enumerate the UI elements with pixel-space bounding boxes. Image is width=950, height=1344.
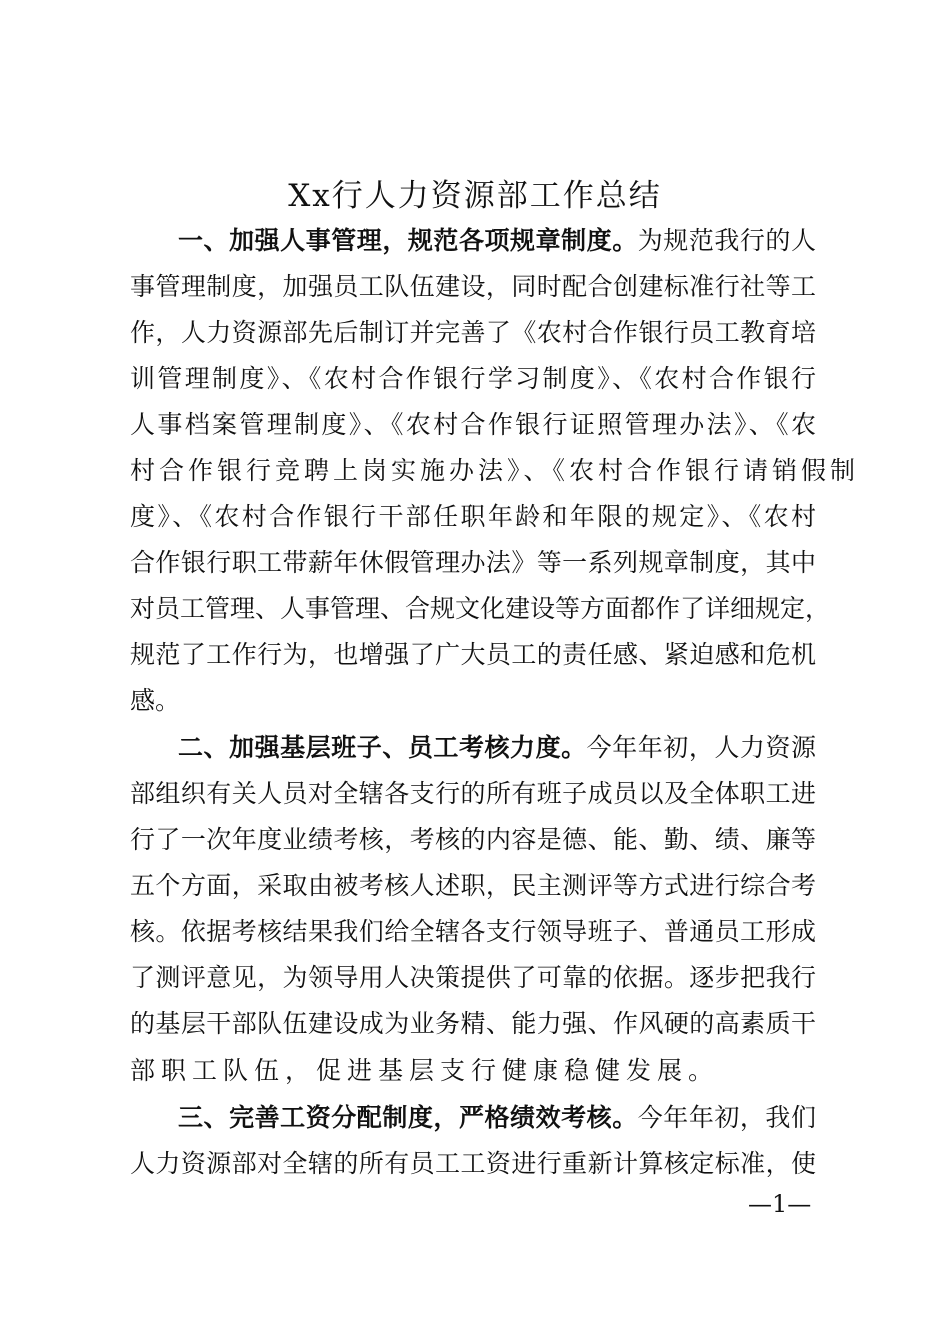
paragraph-line: 对员工管理、人事管理、合规文化建设等方面都作了详细规定，	[130, 594, 831, 623]
paragraph-line: 合作银行职工带薪年休假管理办法》等一系列规章制度，其中	[130, 548, 816, 577]
paragraph-line: 度》、《农村合作银行干部任职年龄和年限的规定》、《农村	[130, 502, 816, 531]
section-heading: 一、加强人事管理，规范各项规章制度。	[178, 226, 638, 255]
paragraph-line: 村合作银行竞聘上岗实施办法》、《农村合作银行请销假制	[130, 456, 860, 485]
paragraph-line: 事管理制度，加强员工队伍建设，同时配合创建标准行社等工	[130, 272, 816, 301]
paragraph-line: 部职工队伍，促进基层支行健康稳健发展。	[130, 1056, 720, 1085]
paragraph-2-line-1	[130, 731, 816, 765]
section-heading: 二、加强基层班子、员工考核力度。	[178, 733, 587, 762]
paragraph-line: 行了一次年度业绩考核，考核的内容是德、能、勤、绩、廉等	[130, 825, 816, 854]
paragraph-text: 今年年初，人力资源	[586, 733, 816, 762]
paragraph-line: 人事档案管理制度》、《农村合作银行证照管理办法》、《农	[130, 410, 816, 439]
paragraph-line: 了测评意见，为领导用人决策提供了可靠的依据。逐步把我行	[130, 963, 816, 992]
section-heading: 三、完善工资分配制度，严格绩效考核。	[178, 1103, 638, 1132]
paragraph-line: 的基层干部队伍建设成为业务精、能力强、作风硬的高素质干	[130, 1009, 816, 1038]
paragraph-line: 训管理制度》、《农村合作银行学习制度》、《农村合作银行	[130, 364, 816, 393]
paragraph-1-line-1	[130, 224, 816, 258]
page-number: —1—	[748, 1190, 812, 1218]
paragraph-line: 部组织有关人员对全辖各支行的所有班子成员以及全体职工进	[130, 779, 816, 808]
document-title: Xx行人力资源部工作总结	[288, 178, 662, 214]
paragraph-3-line-1	[130, 1101, 816, 1135]
paragraph-text: 为规范我行的人	[637, 226, 816, 255]
paragraph-line: 核。依据考核结果我们给全辖各支行领导班子、普通员工形成	[130, 917, 816, 946]
paragraph-line: 规范了工作行为，也增强了广大员工的责任感、紧迫感和危机	[130, 640, 816, 669]
paragraph-line: 五个方面，采取由被考核人述职，民主测评等方式进行综合考	[130, 871, 816, 900]
paragraph-line: 作，人力资源部先后制订并完善了《农村合作银行员工教育培	[130, 318, 816, 347]
paragraph-line: 人力资源部对全辖的所有员工工资进行重新计算核定标准，使	[130, 1149, 816, 1178]
paragraph-line: 感。	[130, 686, 181, 715]
paragraph-text: 今年年初，我们	[637, 1103, 816, 1132]
